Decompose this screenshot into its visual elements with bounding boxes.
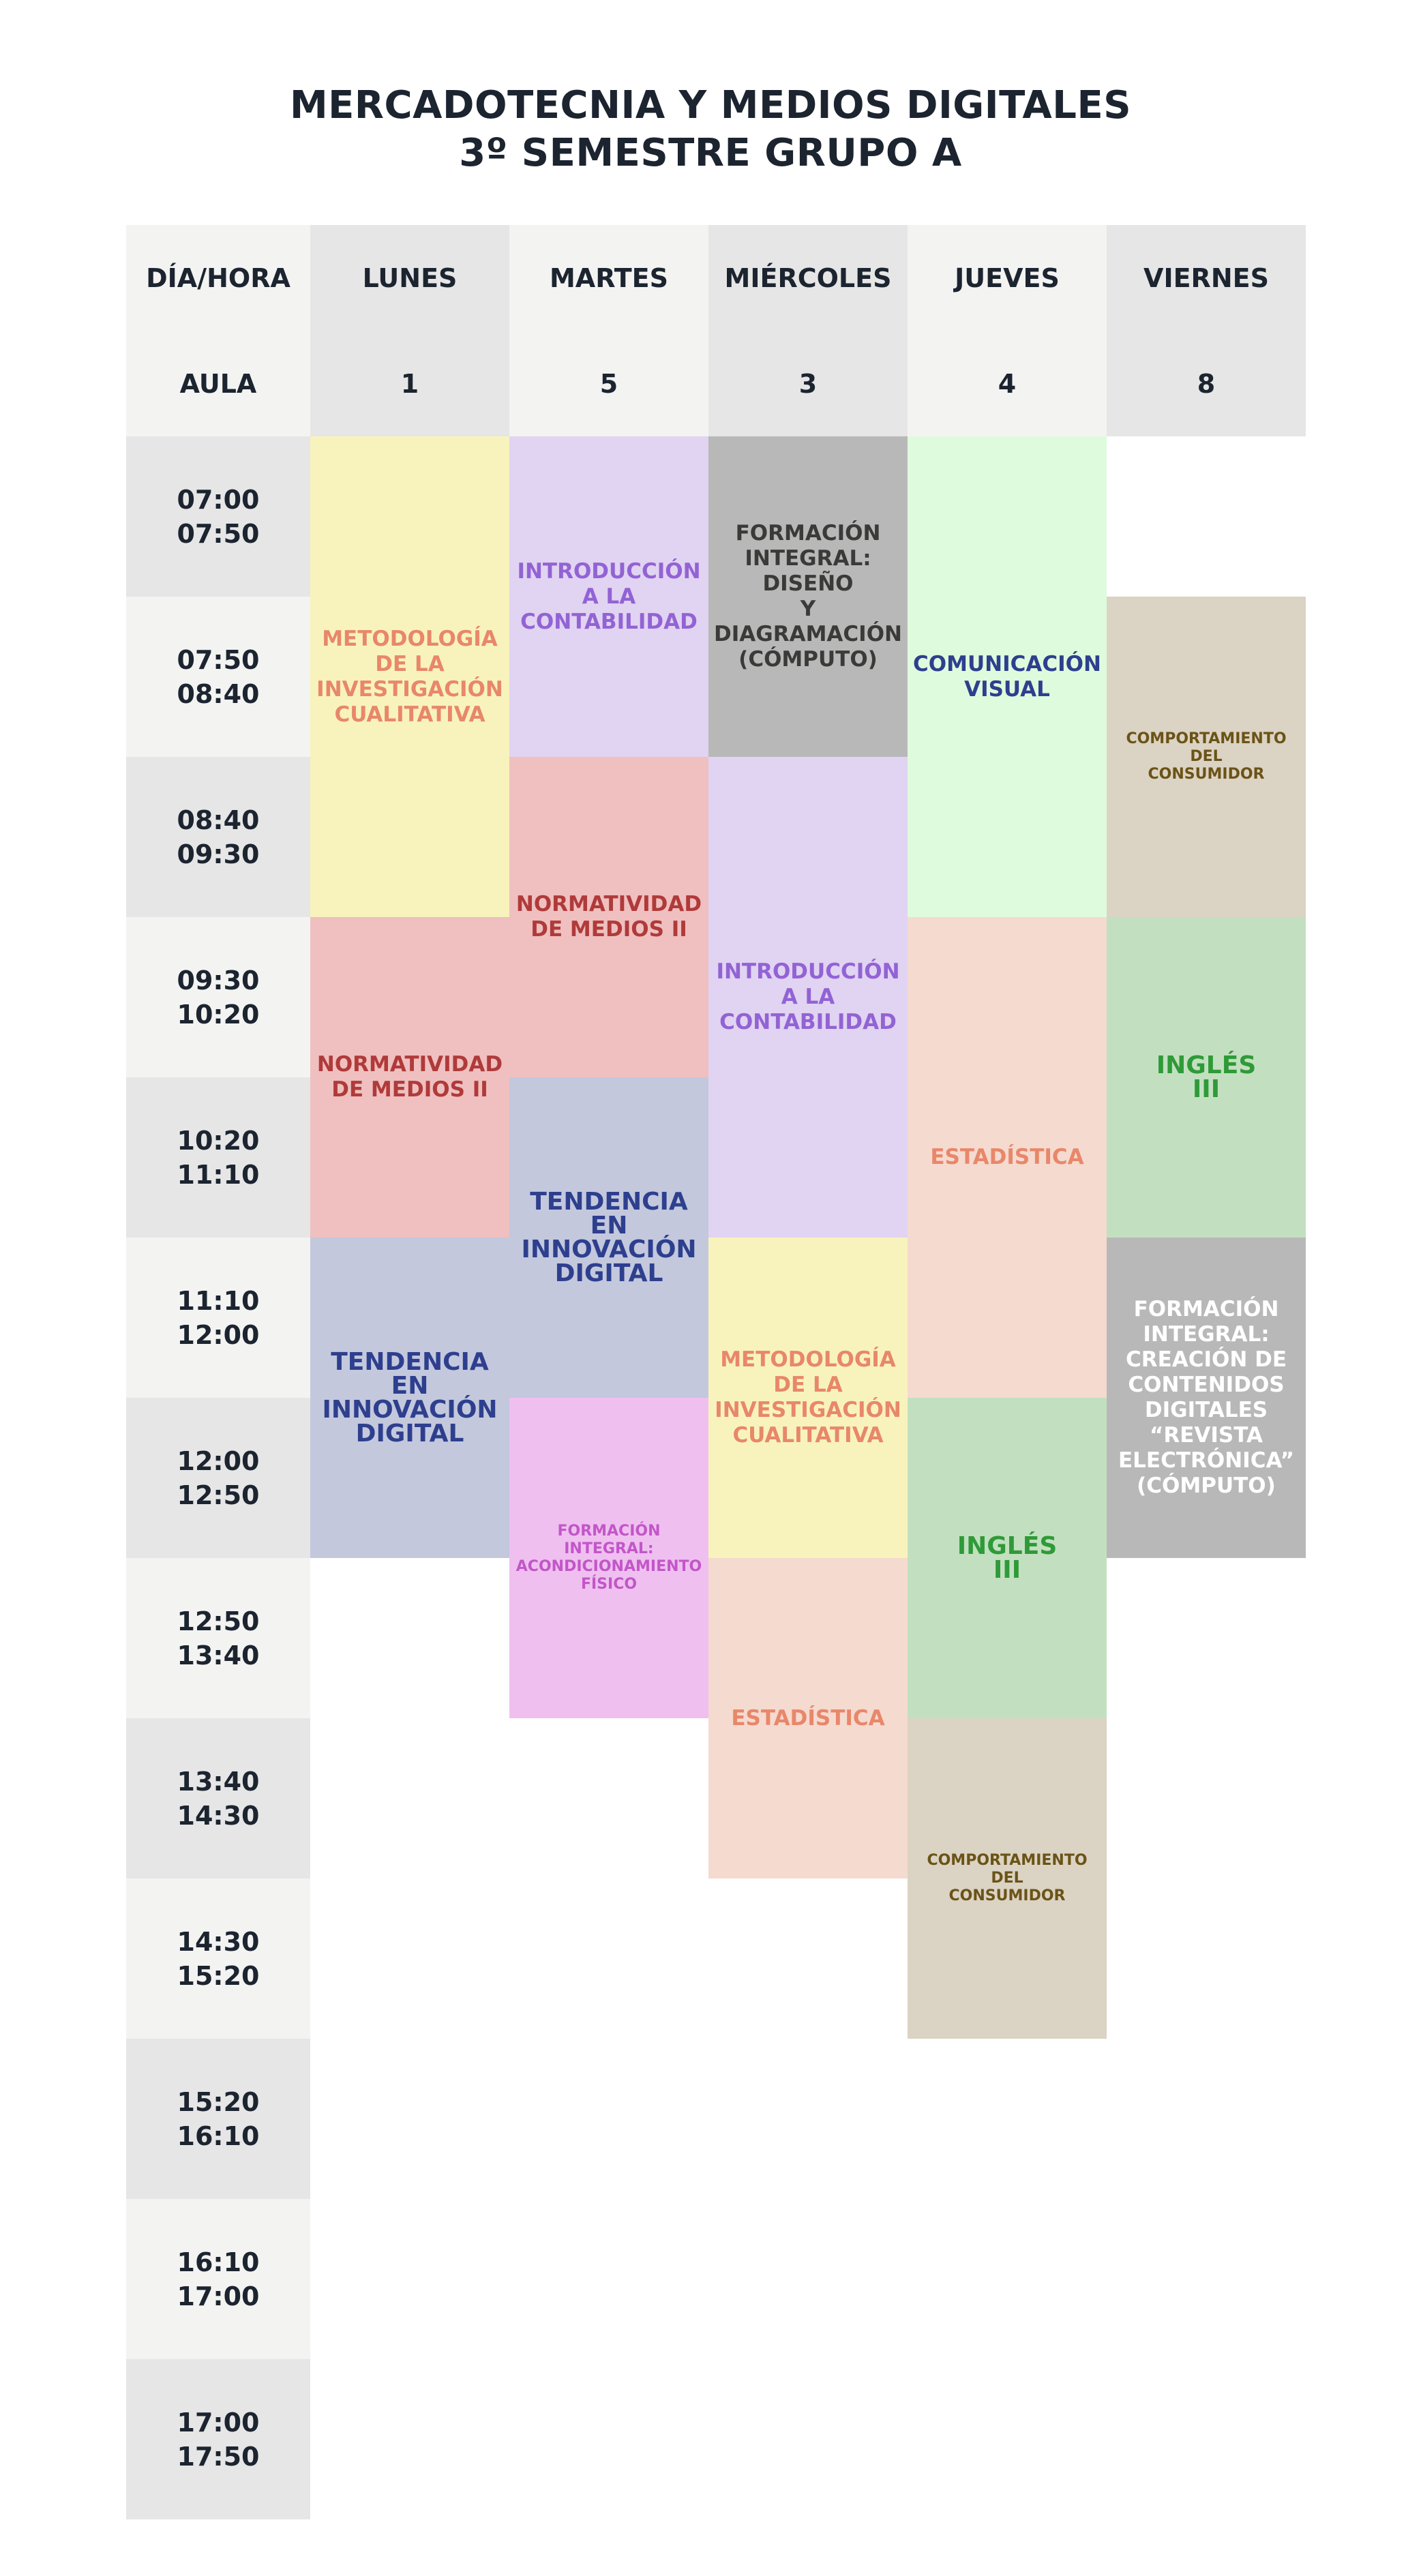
time-slot [126, 1718, 310, 1878]
time-start: 15:20 [177, 2086, 260, 2117]
class-block: NORMATIVIDAD DE MEDIOS II [509, 757, 708, 1077]
day-header: MIÉRCOLES [708, 225, 908, 331]
class-block: COMPORTAMIENTO DEL CONSUMIDOR [1107, 597, 1306, 917]
room-number: 3 [708, 331, 908, 436]
time-slot [126, 597, 310, 757]
time-start: 07:50 [177, 644, 260, 675]
time-end: 12:50 [177, 1480, 260, 1510]
day-header: MARTES [509, 225, 708, 331]
time-end: 17:50 [177, 2441, 260, 2472]
class-block: INTRODUCCIÓN A LA CONTABILIDAD [708, 757, 908, 1238]
time-slot [126, 1238, 310, 1398]
room-number: 8 [1107, 331, 1306, 436]
time-start: 10:20 [177, 1125, 260, 1156]
class-block: METODOLOGÍA DE LA INVESTIGACIÓN CUALITATIVA [708, 1238, 908, 1558]
class-block: INGLÉS III [1107, 917, 1306, 1238]
class-block: ESTADÍSTICA [708, 1558, 908, 1878]
day-header: LUNES [310, 225, 509, 331]
time-end: 16:10 [177, 2121, 260, 2151]
time-start: 14:30 [177, 1926, 260, 1957]
corner-aula: AULA [126, 331, 310, 436]
time-end: 15:20 [177, 1960, 260, 1991]
corner-day-hora: DÍA/HORA [126, 225, 310, 331]
time-slot [126, 1878, 310, 2039]
class-block: ESTADÍSTICA [908, 917, 1107, 1398]
time-start: 11:10 [177, 1285, 260, 1316]
page-title [0, 82, 1421, 177]
class-block: FORMACIÓN INTEGRAL: CREACIÓN DE CONTENIDOS DIGITALES “REVISTA ELECTRÓNICA” (CÓMPUTO) [1107, 1238, 1306, 1558]
time-end: 13:40 [177, 1640, 260, 1671]
time-end: 09:30 [177, 839, 260, 869]
time-end: 07:50 [177, 518, 260, 549]
room-number: 4 [908, 331, 1107, 436]
title-line-2: 3º SEMESTRE GRUPO A [459, 131, 962, 175]
time-start: 13:40 [177, 1766, 260, 1797]
time-start: 12:00 [177, 1446, 260, 1476]
time-slot [126, 2039, 310, 2199]
class-block: COMUNICACIÓN VISUAL [908, 436, 1107, 917]
room-number: 5 [509, 331, 708, 436]
time-slot [126, 436, 310, 597]
time-start: 16:10 [177, 2247, 260, 2277]
class-block: INGLÉS III [908, 1398, 1107, 1718]
room-number: 1 [310, 331, 509, 436]
time-start: 08:40 [177, 805, 260, 835]
time-start: 17:00 [177, 2407, 260, 2438]
day-header: VIERNES [1107, 225, 1306, 331]
class-block: COMPORTAMIENTO DEL CONSUMIDOR [908, 1718, 1107, 2039]
class-block: TENDENCIA EN INNOVACIÓN DIGITAL [310, 1238, 509, 1558]
time-start: 07:00 [177, 484, 260, 515]
class-block: INTRODUCCIÓN A LA CONTABILIDAD [509, 436, 708, 757]
time-end: 11:10 [177, 1159, 260, 1190]
class-block: METODOLOGÍA DE LA INVESTIGACIÓN CUALITATIVA [310, 436, 509, 917]
time-end: 12:00 [177, 1319, 260, 1350]
time-end: 10:20 [177, 999, 260, 1030]
day-header: JUEVES [908, 225, 1107, 331]
time-slot [126, 757, 310, 917]
title-line-1: MERCADOTECNIA Y MEDIOS DIGITALES [289, 83, 1132, 128]
time-slot [126, 2199, 310, 2359]
time-start: 09:30 [177, 965, 260, 995]
class-block: TENDENCIA EN INNOVACIÓN DIGITAL [509, 1077, 708, 1398]
time-slot [126, 917, 310, 1077]
class-block: FORMACIÓN INTEGRAL: ACONDICIONAMIENTO FÍSICO [509, 1398, 708, 1718]
class-block: NORMATIVIDAD DE MEDIOS II [310, 917, 509, 1238]
time-start: 12:50 [177, 1606, 260, 1636]
class-block: FORMACIÓN INTEGRAL: DISEÑO Y DIAGRAMACIÓN (CÓMPUTO) [708, 436, 908, 757]
time-end: 17:00 [177, 2281, 260, 2311]
time-slot [126, 1558, 310, 1718]
time-end: 14:30 [177, 1800, 260, 1831]
time-slot [126, 1077, 310, 1238]
time-slot [126, 1398, 310, 1558]
time-end: 08:40 [177, 678, 260, 709]
time-slot [126, 2359, 310, 2519]
